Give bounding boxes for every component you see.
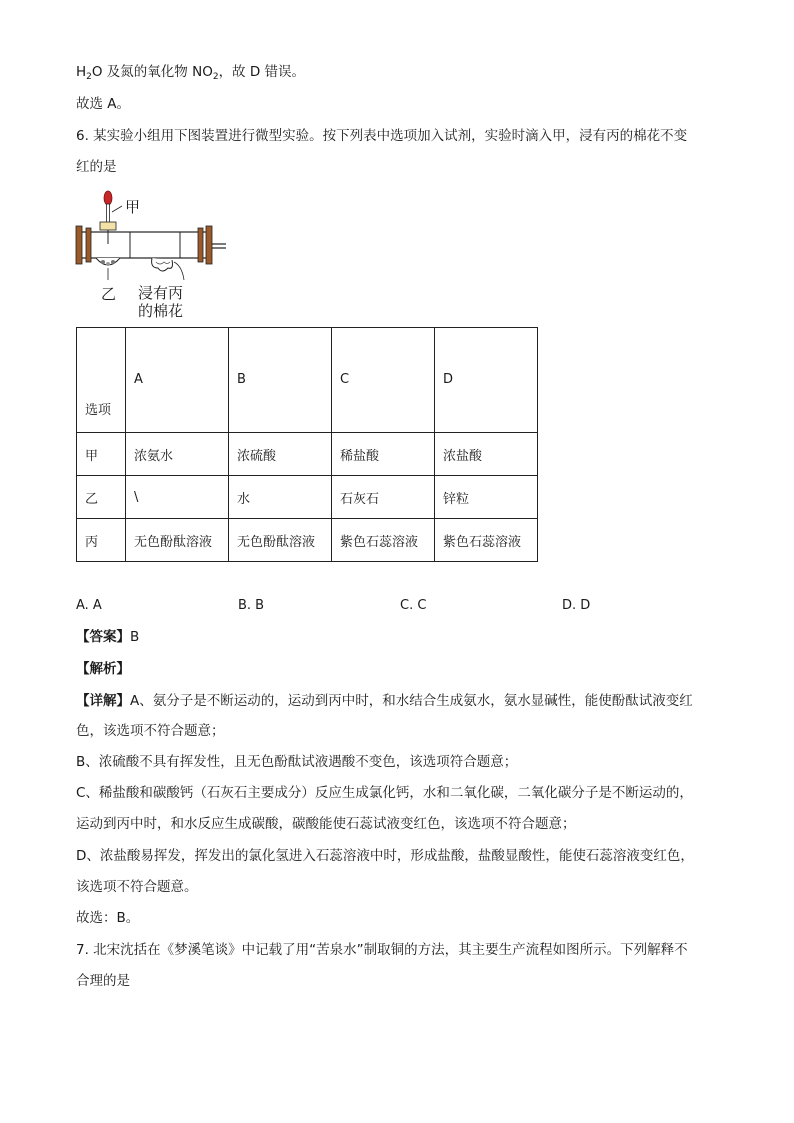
table-header-cell: A: [126, 328, 229, 433]
analysis-label: 【解析】: [76, 661, 130, 677]
left-stopper: [76, 226, 82, 264]
subscript: 2: [212, 72, 219, 82]
label-jia: 甲: [125, 198, 141, 216]
answer-value: B: [130, 629, 140, 645]
table-cell: 浓盐酸: [435, 433, 538, 476]
text-fragment: O 及氮的氧化物 NO: [91, 64, 213, 80]
analysis-conclusion: 故选：B。: [76, 910, 140, 926]
table-cell: 乙: [77, 476, 126, 519]
dropper-cap: [100, 222, 116, 230]
analysis-p4-line-2: 该选项不符合题意。: [76, 879, 198, 895]
analysis-p1-line-1: [76, 691, 693, 711]
analysis-text: A、氨分子是不断运动的，运动到丙中时，和水结合生成氨水，氨水显碱性，能使酚酞试液变红: [130, 693, 693, 709]
text-fragment: ，故 D 错误。: [218, 64, 306, 80]
label-cotton-line-2: 的棉花: [138, 302, 184, 320]
analysis-p3-line-2: 运动到丙中时，和水反应生成碳酸，碳酸能使石蕊试液变红色，该选项不符合题意；: [76, 816, 576, 832]
options-table: [76, 327, 538, 562]
cotton-ball: [152, 258, 173, 271]
table-header-cell: B: [229, 328, 332, 433]
label-yi: 乙: [101, 285, 117, 303]
dropper-bulb: [104, 191, 112, 205]
cotton-leader: [174, 262, 184, 280]
analysis-p1-line-2: 色，该选项不符合题意；: [76, 723, 225, 739]
table-cell: 无色酚酞溶液: [229, 519, 332, 562]
analysis-p2: B、浓硫酸不具有挥发性，且无色酚酞试液遇酸不变色，该选项符合题意；: [76, 754, 518, 770]
analysis-p4-line-1: D、浓盐酸易挥发，挥发出的氯化氢进入石蕊溶液中时，形成盐酸，盐酸显酸性，能使石蕊溶液变红色，: [76, 848, 694, 864]
table-cell: 浓硫酸: [229, 433, 332, 476]
right-stopper: [198, 228, 203, 262]
detail-label: 【详解】: [76, 693, 130, 709]
table-cell: 浓氨水: [126, 433, 229, 476]
choice-b: B. B: [238, 598, 265, 613]
table-header-cell: C: [332, 328, 435, 433]
table-cell: 甲: [77, 433, 126, 476]
yi-solid: [106, 262, 110, 266]
table-row: [77, 519, 538, 562]
question-6-stem-line-2: 红的是: [76, 159, 117, 175]
answer-line: [76, 627, 139, 647]
line-previous-answer-end: [76, 62, 305, 87]
answer-label: 【答案】: [76, 629, 130, 645]
question-7-stem-line-1: 7. 北宋沈括在《梦溪笔谈》中记载了用“苦泉水”制取铜的方法，其主要生产流程如图所示。下列解释不: [76, 942, 688, 958]
question-7-stem-line-2: 合理的是: [76, 973, 130, 989]
table-cell: 稀盐酸: [332, 433, 435, 476]
label-cotton-line-1: 浸有丙: [138, 284, 184, 302]
right-stopper-outer: [206, 226, 212, 264]
analysis-p3-line-1: C、稀盐酸和碳酸钙（石灰石主要成分）反应生成氯化钙，水和二氧化碳，二氧化碳分子是不断运动的，: [76, 785, 693, 801]
yi-solid: [101, 260, 105, 264]
table-header-cell: D: [435, 328, 538, 433]
table-cell: 水: [229, 476, 332, 519]
table-row: [77, 433, 538, 476]
table-row: [77, 476, 538, 519]
left-stopper-inner: [86, 228, 91, 262]
table-cell: \: [126, 476, 229, 519]
table-cell: 石灰石: [332, 476, 435, 519]
table-header-cell: 选项: [77, 328, 126, 433]
jia-leader: [112, 206, 122, 212]
line-previous-conclusion: 故选 A。: [76, 96, 131, 112]
choice-a: A. A: [76, 598, 102, 613]
subscript: 2: [86, 72, 92, 82]
table-cell: 锌粒: [435, 476, 538, 519]
table-cell: 丙: [77, 519, 126, 562]
table-header-row: [77, 328, 538, 433]
choice-d: D. D: [562, 598, 591, 613]
text-fragment: H: [76, 64, 87, 80]
choice-c: C. C: [400, 598, 427, 613]
table-cell: 无色酚酞溶液: [126, 519, 229, 562]
question-6-stem-line-1: 6. 某实验小组用下图装置进行微型实验。按下列表中选项加入试剂，实验时滴入甲，浸有丙的棉花不变: [76, 128, 688, 144]
table-cell: 紫色石蕊溶液: [435, 519, 538, 562]
glass-tube: [80, 232, 210, 258]
yi-solid: [111, 260, 115, 264]
table-cell: 紫色石蕊溶液: [332, 519, 435, 562]
